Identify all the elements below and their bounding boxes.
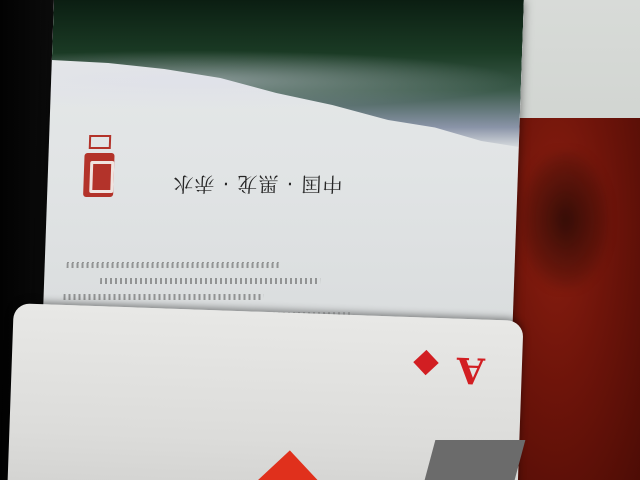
seal-main: [83, 153, 115, 197]
red-box-stain: [520, 150, 610, 290]
red-seal-icon: [82, 135, 116, 199]
diamond-icon: [256, 450, 321, 480]
fine-print-line: [100, 278, 320, 284]
cover-title: 中国 · 黑龙 · 赤水: [171, 172, 343, 196]
fine-print-line: [67, 262, 279, 268]
book-cover: [42, 0, 524, 340]
diamond-icon: [413, 350, 438, 375]
mist-overlay: [50, 50, 522, 110]
gray-surface: [425, 440, 526, 480]
seal-top: [89, 135, 111, 149]
fine-print-line: [63, 294, 263, 300]
card-rank: A: [456, 348, 486, 392]
